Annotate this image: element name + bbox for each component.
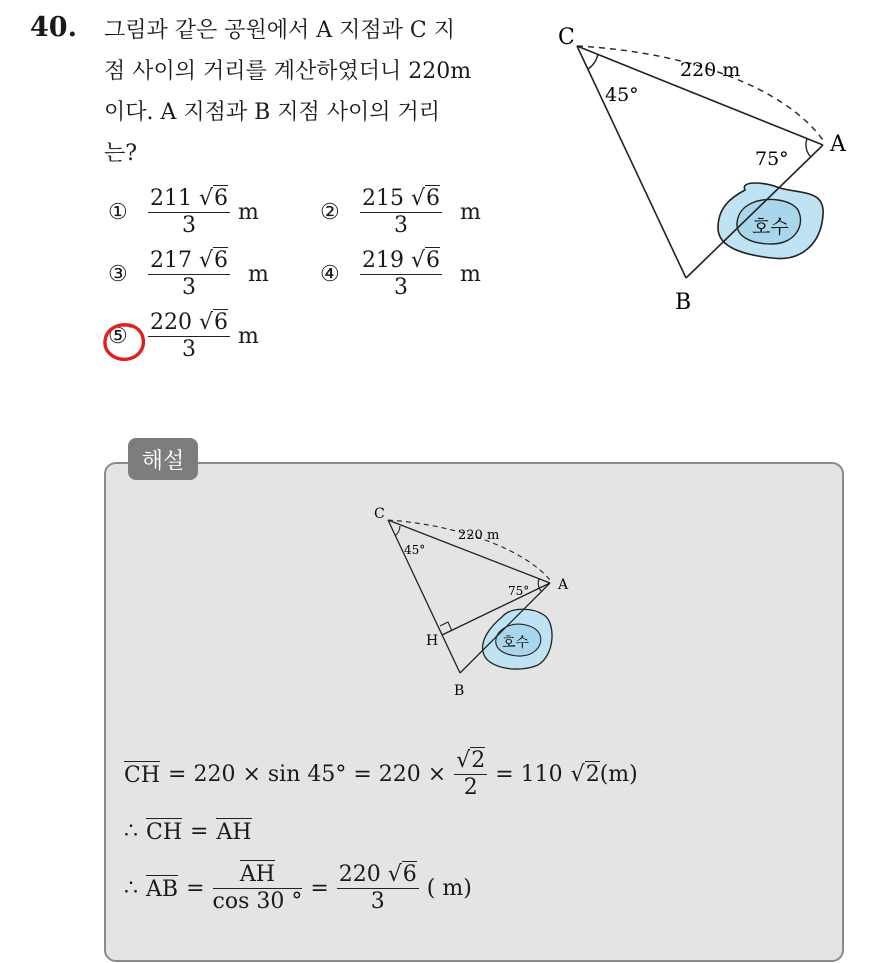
question-text bbox=[104, 10, 534, 174]
choice-fraction: $\frac{219 √6}{3}$ bbox=[362, 248, 441, 301]
svg-text:B: B bbox=[454, 683, 465, 699]
point-b-label: B bbox=[675, 290, 692, 315]
solution-equation-2: ∴ CH = AH bbox=[124, 819, 252, 845]
choice-marker: ② bbox=[320, 200, 340, 226]
choice-unit: m bbox=[248, 262, 269, 288]
svg-text:C: C bbox=[374, 506, 385, 522]
solution-equation-3: ∴ AB = $\frac{AH}{\cos 30 ^\circ}$ = $\frac{220 √6}{3}$ ( m) bbox=[124, 862, 472, 915]
choice-1[interactable] bbox=[108, 186, 259, 239]
distance-label: 220 m bbox=[680, 59, 741, 81]
angle-a-label: 75° bbox=[755, 148, 789, 170]
choice-fraction: $\frac{215 √6}{3}$ bbox=[362, 186, 441, 239]
choice-fraction: $\frac{211 √6}{3}$ bbox=[150, 186, 229, 239]
choice-unit: m bbox=[460, 262, 481, 288]
solution-label: 해설 bbox=[128, 438, 198, 480]
svg-text:A: A bbox=[558, 577, 569, 593]
svg-text:호수: 호수 bbox=[502, 635, 530, 651]
choice-fraction: $\frac{217 √6}{3}$ bbox=[150, 248, 229, 301]
choice-2[interactable] bbox=[320, 186, 481, 239]
solution-figure bbox=[360, 495, 600, 705]
problem-figure bbox=[540, 0, 884, 330]
solution-equation-1: CH = 220 × sin 45° = 220 × $\frac{√2}{2}$ = 110 √2 (m) bbox=[124, 748, 638, 801]
choice-unit: m bbox=[238, 200, 259, 226]
choice-marker: ① bbox=[108, 200, 128, 226]
lake-label: 호수 bbox=[752, 216, 789, 238]
point-c-label: C bbox=[558, 25, 575, 50]
answer-mark-icon bbox=[101, 320, 149, 364]
svg-text:45°: 45° bbox=[404, 543, 426, 557]
choice-marker: ⑤ bbox=[108, 324, 128, 350]
choice-3[interactable] bbox=[108, 248, 269, 301]
choice-marker: ④ bbox=[320, 262, 340, 288]
choice-fraction: $\frac{220 √6}{3}$ bbox=[150, 310, 229, 363]
choice-marker: ③ bbox=[108, 262, 128, 288]
choice-unit: m bbox=[238, 324, 259, 350]
question-line: 이다. A 지점과 B 지점 사이의 거리 bbox=[104, 100, 441, 125]
question-number: 40. bbox=[30, 12, 77, 43]
point-a-label: A bbox=[830, 132, 846, 157]
question-line: 점 사이의 거리를 계산하였더니 220m bbox=[104, 59, 472, 84]
svg-text:75°: 75° bbox=[508, 584, 530, 598]
svg-text:H: H bbox=[426, 633, 439, 649]
question-line: 그림과 같은 공원에서 A 지점과 C 지 bbox=[104, 18, 455, 43]
question-line: 는? bbox=[104, 141, 138, 166]
angle-c-label: 45° bbox=[605, 84, 639, 106]
svg-text:220 m: 220 m bbox=[458, 528, 500, 543]
choice-unit: m bbox=[460, 200, 481, 226]
choice-4[interactable] bbox=[320, 248, 481, 301]
